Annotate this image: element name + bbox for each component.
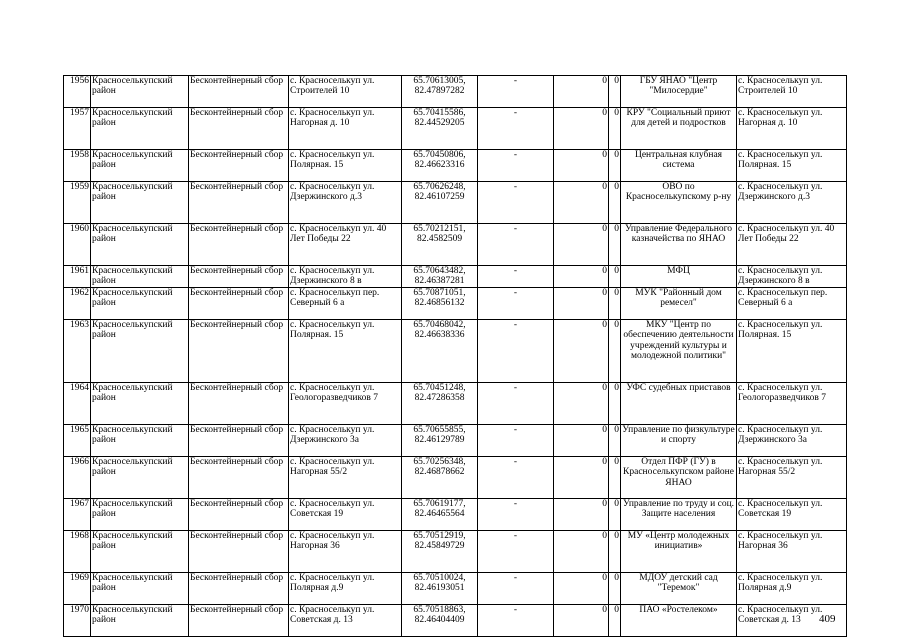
dash-cell: - <box>478 108 554 150</box>
address-cell: с. Красноселькуп ул. Геологоразведчиков 7 <box>289 382 402 424</box>
value-1-cell: 0 <box>554 224 609 266</box>
value-2-cell: 0 <box>609 287 621 319</box>
coordinates-cell: 65.70415586, 82.44529205 <box>402 108 478 150</box>
value-2-cell: 0 <box>609 456 621 498</box>
district-cell: Красноселькупский район <box>91 530 189 572</box>
organization-cell: МДОУ детский сад "Теремок" <box>621 572 737 604</box>
value-2-cell: 0 <box>609 382 621 424</box>
row-number: 1962 <box>64 287 91 319</box>
organization-cell: МФЦ <box>621 266 737 288</box>
dash-cell: - <box>478 182 554 224</box>
dash-cell: - <box>478 424 554 456</box>
table-row <box>64 287 847 319</box>
collection-type-cell: Бесконтейнерный сбор <box>189 319 289 382</box>
organization-cell: Управление по физкультуре и спорту <box>621 424 737 456</box>
address-cell: с. Красноселькуп ул. Нагорная 36 <box>289 530 402 572</box>
row-number: 1965 <box>64 424 91 456</box>
value-1-cell: 0 <box>554 266 609 288</box>
organization-cell: ГБУ ЯНАО "Центр "Милосердие" <box>621 76 737 108</box>
address-cell: с. Красноселькуп ул. Полярная д.9 <box>289 572 402 604</box>
dash-cell: - <box>478 266 554 288</box>
value-2-cell: 0 <box>609 182 621 224</box>
collection-type-cell: Бесконтейнерный сбор <box>189 572 289 604</box>
organization-address-cell: с. Красноселькуп ул. Нагорная 36 <box>737 530 847 572</box>
value-2-cell: 0 <box>609 530 621 572</box>
collection-type-cell: Бесконтейнерный сбор <box>189 530 289 572</box>
organization-address-cell: с. Красноселькуп ул. Советская 19 <box>737 498 847 530</box>
organization-cell: МУ «Центр молодежных инициатив» <box>621 530 737 572</box>
dash-cell: - <box>478 287 554 319</box>
organization-cell: УФС судебных приставов <box>621 382 737 424</box>
value-1-cell: 0 <box>554 456 609 498</box>
value-2-cell: 0 <box>609 604 621 636</box>
row-number: 1958 <box>64 150 91 182</box>
district-cell: Красноселькупский район <box>91 182 189 224</box>
value-1-cell: 0 <box>554 382 609 424</box>
organization-address-cell: с. Красноселькуп пер. Северный 6 а <box>737 287 847 319</box>
coordinates-cell: 65.70212151, 82.4582509 <box>402 224 478 266</box>
coordinates-cell: 65.70256348, 82.46878662 <box>402 456 478 498</box>
organization-address-cell: с. Красноселькуп ул. Дзержинского 8 в <box>737 266 847 288</box>
organization-cell: Центральная клубная система <box>621 150 737 182</box>
value-2-cell: 0 <box>609 424 621 456</box>
coordinates-cell: 65.70619177, 82.46465564 <box>402 498 478 530</box>
district-cell: Красноселькупский район <box>91 108 189 150</box>
row-number: 1967 <box>64 498 91 530</box>
table-row <box>64 76 847 108</box>
address-cell: с. Красноселькуп ул. Нагорная 55/2 <box>289 456 402 498</box>
value-1-cell: 0 <box>554 498 609 530</box>
address-cell: с. Красноселькуп пер. Северный 6 а <box>289 287 402 319</box>
address-cell: с. Красноселькуп ул. Строителей 10 <box>289 76 402 108</box>
row-number: 1969 <box>64 572 91 604</box>
organization-cell: МКУ "Центр по обеспечению деятельности учреждений культуры и молодежной политики" <box>621 319 737 382</box>
district-cell: Красноселькупский район <box>91 572 189 604</box>
row-number: 1963 <box>64 319 91 382</box>
value-2-cell: 0 <box>609 224 621 266</box>
table-row <box>64 382 847 424</box>
collection-type-cell: Бесконтейнерный сбор <box>189 108 289 150</box>
organization-cell: КРУ "Социальный приют для детей и подростков <box>621 108 737 150</box>
dash-cell: - <box>478 604 554 636</box>
table-row <box>64 266 847 288</box>
coordinates-cell: 65.70643482, 82.46387281 <box>402 266 478 288</box>
collection-type-cell: Бесконтейнерный сбор <box>189 266 289 288</box>
address-cell: с. Красноселькуп ул. Полярная. 15 <box>289 150 402 182</box>
value-2-cell: 0 <box>609 108 621 150</box>
coordinates-cell: 65.70655855, 82.46129789 <box>402 424 478 456</box>
dash-cell: - <box>478 382 554 424</box>
coordinates-cell: 65.70468042, 82.46638336 <box>402 319 478 382</box>
row-number: 1966 <box>64 456 91 498</box>
dash-cell: - <box>478 224 554 266</box>
collection-type-cell: Бесконтейнерный сбор <box>189 456 289 498</box>
coordinates-cell: 65.70626248, 82.46107259 <box>402 182 478 224</box>
coordinates-cell: 65.70510024, 82.46193051 <box>402 572 478 604</box>
table-row <box>64 530 847 572</box>
district-cell: Красноселькупский район <box>91 287 189 319</box>
value-2-cell: 0 <box>609 498 621 530</box>
table-row <box>64 224 847 266</box>
value-2-cell: 0 <box>609 150 621 182</box>
value-1-cell: 0 <box>554 530 609 572</box>
dash-cell: - <box>478 530 554 572</box>
address-cell: с. Красноселькуп ул. Дзержинского д.3 <box>289 182 402 224</box>
dash-cell: - <box>478 572 554 604</box>
district-cell: Красноселькупский район <box>91 319 189 382</box>
dash-cell: - <box>478 319 554 382</box>
collection-type-cell: Бесконтейнерный сбор <box>189 287 289 319</box>
value-2-cell: 0 <box>609 266 621 288</box>
value-2-cell: 0 <box>609 572 621 604</box>
table-row <box>64 108 847 150</box>
coordinates-cell: 65.70450806, 82.46623316 <box>402 150 478 182</box>
value-1-cell: 0 <box>554 287 609 319</box>
organization-address-cell: с. Красноселькуп ул. Дзержинского д.3 <box>737 182 847 224</box>
row-number: 1957 <box>64 108 91 150</box>
collection-type-cell: Бесконтейнерный сбор <box>189 498 289 530</box>
organization-cell: ПАО «Ростелеком» <box>621 604 737 636</box>
row-number: 1968 <box>64 530 91 572</box>
coordinates-cell: 65.70613005, 82.47897282 <box>402 76 478 108</box>
collection-type-cell: Бесконтейнерный сбор <box>189 424 289 456</box>
collection-type-cell: Бесконтейнерный сбор <box>189 76 289 108</box>
value-1-cell: 0 <box>554 319 609 382</box>
district-cell: Красноселькупский район <box>91 424 189 456</box>
district-cell: Красноселькупский район <box>91 498 189 530</box>
organization-address-cell: с. Красноселькуп ул. Геологоразведчиков 7 <box>737 382 847 424</box>
organization-address-cell: с. Красноселькуп ул. Полярная. 15 <box>737 319 847 382</box>
table-row <box>64 424 847 456</box>
value-2-cell: 0 <box>609 76 621 108</box>
registry-table <box>63 75 847 637</box>
value-1-cell: 0 <box>554 76 609 108</box>
organization-address-cell: с. Красноселькуп ул. Строителей 10 <box>737 76 847 108</box>
value-1-cell: 0 <box>554 424 609 456</box>
address-cell: с. Красноселькуп ул. Полярная. 15 <box>289 319 402 382</box>
table-row <box>64 604 847 636</box>
organization-address-cell: с. Красноселькуп ул. Полярная. 15 <box>737 150 847 182</box>
value-1-cell: 0 <box>554 572 609 604</box>
value-1-cell: 0 <box>554 182 609 224</box>
collection-type-cell: Бесконтейнерный сбор <box>189 604 289 636</box>
row-number: 1959 <box>64 182 91 224</box>
district-cell: Красноселькупский район <box>91 456 189 498</box>
table-row <box>64 319 847 382</box>
value-1-cell: 0 <box>554 604 609 636</box>
coordinates-cell: 65.70871051, 82.46856132 <box>402 287 478 319</box>
district-cell: Красноселькупский район <box>91 224 189 266</box>
organization-cell: Управление по труду и соц. Защите населения <box>621 498 737 530</box>
value-2-cell: 0 <box>609 319 621 382</box>
collection-type-cell: Бесконтейнерный сбор <box>189 224 289 266</box>
organization-cell: Управление Федерального казначейства по ЯНАО <box>621 224 737 266</box>
address-cell: с. Красноселькуп ул. 40 Лет Победы 22 <box>289 224 402 266</box>
table-row <box>64 498 847 530</box>
organization-cell: Отдел ПФР (ГУ) в Красноселькупском районе ЯНАО <box>621 456 737 498</box>
table-row <box>64 150 847 182</box>
dash-cell: - <box>478 76 554 108</box>
organization-cell: МУК "Районный дом ремесел" <box>621 287 737 319</box>
district-cell: Красноселькупский район <box>91 604 189 636</box>
dash-cell: - <box>478 150 554 182</box>
table-row <box>64 572 847 604</box>
value-1-cell: 0 <box>554 150 609 182</box>
row-number: 1964 <box>64 382 91 424</box>
district-cell: Красноселькупский район <box>91 76 189 108</box>
address-cell: с. Красноселькуп ул. Дзержинского 8 в <box>289 266 402 288</box>
district-cell: Красноселькупский район <box>91 150 189 182</box>
organization-address-cell: с. Красноселькуп ул. Полярная д.9 <box>737 572 847 604</box>
coordinates-cell: 65.70512919, 82.45849729 <box>402 530 478 572</box>
row-number: 1960 <box>64 224 91 266</box>
organization-cell: ОВО по Красноселькупскому р-ну <box>621 182 737 224</box>
address-cell: с. Красноселькуп ул. Дзержинского 3а <box>289 424 402 456</box>
organization-address-cell: с. Красноселькуп ул. Советская д. 13 <box>737 604 847 636</box>
address-cell: с. Красноселькуп ул. Нагорная д. 10 <box>289 108 402 150</box>
value-1-cell: 0 <box>554 108 609 150</box>
coordinates-cell: 65.70451248, 82.47286358 <box>402 382 478 424</box>
organization-address-cell: с. Красноселькуп ул. Дзержинского 3а <box>737 424 847 456</box>
collection-type-cell: Бесконтейнерный сбор <box>189 182 289 224</box>
dash-cell: - <box>478 456 554 498</box>
page-number: 409 <box>819 613 836 625</box>
collection-type-cell: Бесконтейнерный сбор <box>189 150 289 182</box>
table-row <box>64 182 847 224</box>
row-number: 1956 <box>64 76 91 108</box>
table-row <box>64 456 847 498</box>
row-number: 1961 <box>64 266 91 288</box>
organization-address-cell: с. Красноселькуп ул. 40 Лет Победы 22 <box>737 224 847 266</box>
organization-address-cell: с. Красноселькуп ул. Нагорная 55/2 <box>737 456 847 498</box>
row-number: 1970 <box>64 604 91 636</box>
collection-type-cell: Бесконтейнерный сбор <box>189 382 289 424</box>
district-cell: Красноселькупский район <box>91 382 189 424</box>
coordinates-cell: 65.70518863, 82.46404409 <box>402 604 478 636</box>
dash-cell: - <box>478 498 554 530</box>
organization-address-cell: с. Красноселькуп ул. Нагорная д. 10 <box>737 108 847 150</box>
address-cell: с. Красноселькуп ул. Советская 19 <box>289 498 402 530</box>
district-cell: Красноселькупский район <box>91 266 189 288</box>
address-cell: с. Красноселькуп ул. Советская д. 13 <box>289 604 402 636</box>
